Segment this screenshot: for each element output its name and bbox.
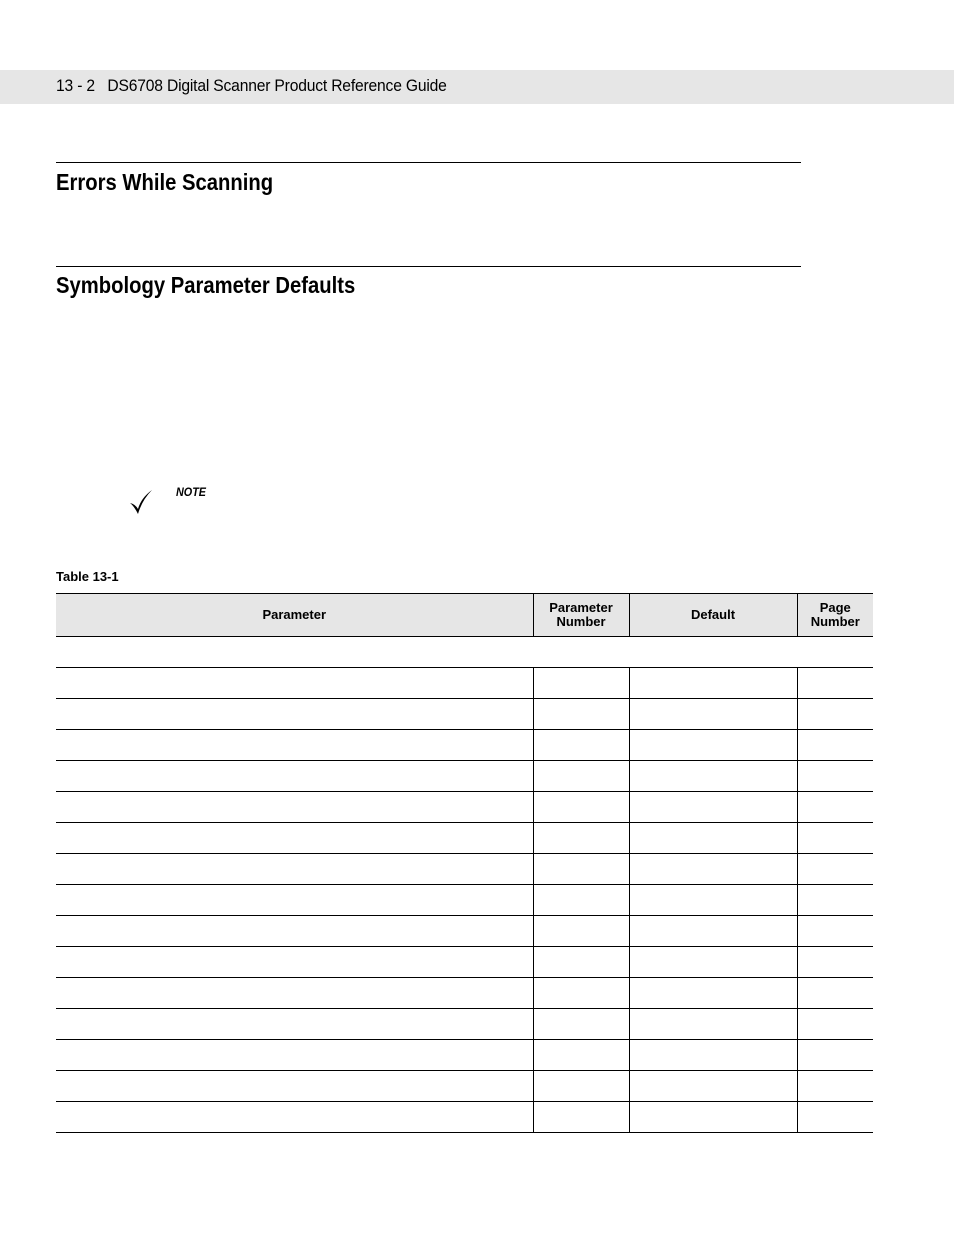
table-cell <box>797 1071 873 1102</box>
table-cell <box>797 730 873 761</box>
table-cell <box>533 1102 629 1133</box>
column-header-parameter: Parameter <box>56 594 533 637</box>
table-cell <box>533 823 629 854</box>
table-cell <box>797 668 873 699</box>
table-row <box>56 668 873 699</box>
table-cell <box>533 885 629 916</box>
table-cell <box>56 947 533 978</box>
table-cell <box>629 1102 797 1133</box>
table-cell <box>533 792 629 823</box>
table-cell <box>56 1102 533 1133</box>
table-cell <box>533 730 629 761</box>
table-cell <box>533 1009 629 1040</box>
table-cell <box>56 978 533 1009</box>
table-cell <box>629 668 797 699</box>
section-rule <box>56 162 801 163</box>
table-cell <box>56 916 533 947</box>
running-header <box>56 76 447 96</box>
table-row <box>56 916 873 947</box>
checkmark-icon <box>128 488 154 516</box>
table-cell <box>629 978 797 1009</box>
table-cell <box>629 730 797 761</box>
table-cell <box>629 885 797 916</box>
table-cell <box>56 637 873 668</box>
table-cell <box>56 792 533 823</box>
page-reference: 13 - 2 <box>56 76 95 95</box>
table-cell <box>629 823 797 854</box>
table-cell <box>797 885 873 916</box>
table-cell <box>533 668 629 699</box>
table-cell <box>533 916 629 947</box>
table-cell <box>56 1009 533 1040</box>
table-cell <box>797 1040 873 1071</box>
table-row <box>56 885 873 916</box>
table-row <box>56 1040 873 1071</box>
table-cell <box>797 947 873 978</box>
table-cell <box>797 854 873 885</box>
section-title-errors: Errors While Scanning <box>56 169 274 195</box>
table-cell <box>56 885 533 916</box>
column-header-page-number: Page Number <box>797 594 873 637</box>
table-cell <box>797 1102 873 1133</box>
table-caption: Table 13-1 <box>56 569 119 584</box>
table-cell <box>797 699 873 730</box>
section-rule <box>56 266 801 267</box>
table-cell <box>533 1071 629 1102</box>
table-cell <box>533 978 629 1009</box>
table-cell <box>533 761 629 792</box>
column-header-parameter-number: Parameter Number <box>533 594 629 637</box>
table-cell <box>797 792 873 823</box>
table-cell <box>797 916 873 947</box>
table-cell <box>56 730 533 761</box>
table-cell <box>797 823 873 854</box>
table-cell <box>629 792 797 823</box>
table-row <box>56 823 873 854</box>
table-cell <box>629 854 797 885</box>
table-cell <box>533 854 629 885</box>
table-cell <box>56 699 533 730</box>
section-title-defaults: Symbology Parameter Defaults <box>56 272 356 298</box>
table-cell <box>629 699 797 730</box>
table-cell <box>629 1071 797 1102</box>
symbology-defaults-table <box>56 593 873 1133</box>
table-cell <box>533 699 629 730</box>
table-cell <box>629 761 797 792</box>
table-row <box>56 699 873 730</box>
table-cell <box>533 947 629 978</box>
table-row <box>56 761 873 792</box>
table-cell <box>56 1040 533 1071</box>
table-row <box>56 947 873 978</box>
table-cell <box>629 916 797 947</box>
table-cell <box>797 761 873 792</box>
table-cell <box>629 947 797 978</box>
table-row <box>56 1071 873 1102</box>
guide-title: DS6708 Digital Scanner Product Reference Guide <box>107 76 447 95</box>
table-cell <box>629 1040 797 1071</box>
table-cell <box>629 1009 797 1040</box>
table-cell <box>56 668 533 699</box>
table-row <box>56 792 873 823</box>
table-cell <box>56 823 533 854</box>
table-row <box>56 730 873 761</box>
table-group-row <box>56 637 873 668</box>
table-header-row <box>56 594 873 637</box>
table-row <box>56 1102 873 1133</box>
table-row <box>56 978 873 1009</box>
table-row <box>56 854 873 885</box>
table-cell <box>56 761 533 792</box>
table-cell <box>797 978 873 1009</box>
table-row <box>56 1009 873 1040</box>
table-cell <box>56 854 533 885</box>
table-cell <box>797 1009 873 1040</box>
table-cell <box>56 1071 533 1102</box>
note-label: NOTE <box>176 485 207 499</box>
column-header-default: Default <box>629 594 797 637</box>
table-cell <box>533 1040 629 1071</box>
